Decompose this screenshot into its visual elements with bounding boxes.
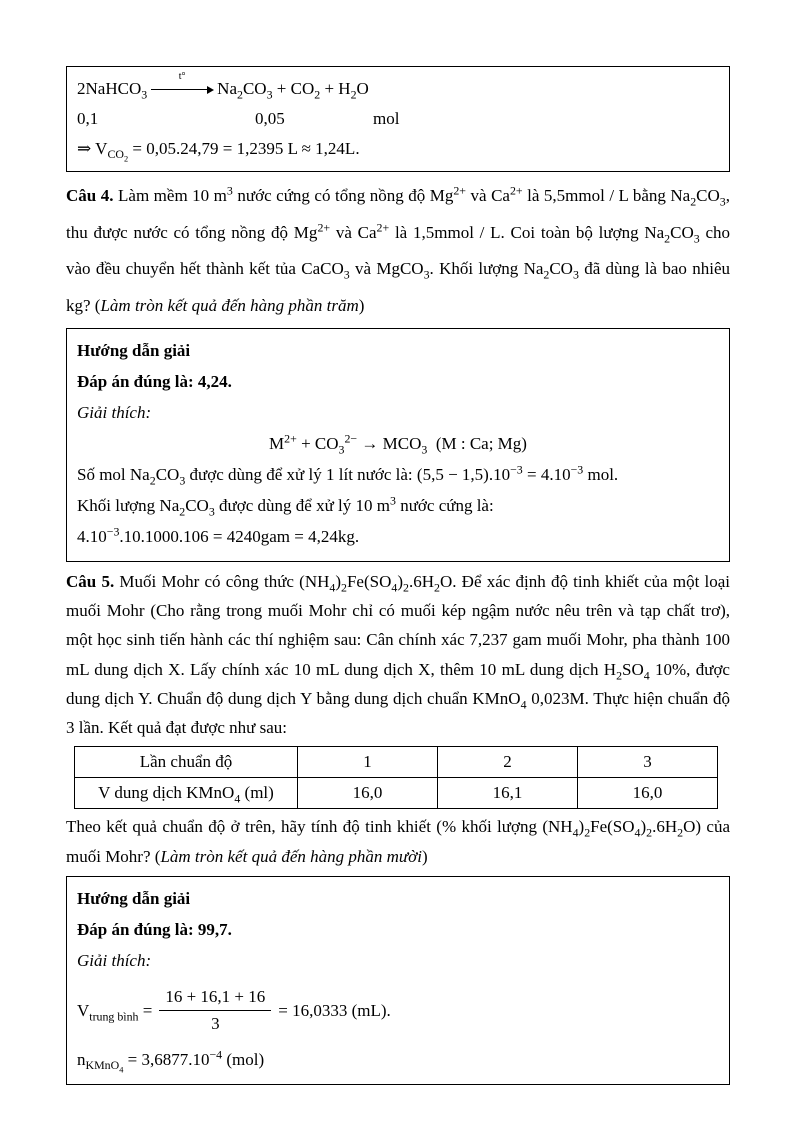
fraction-prefix: $V_{trung bình}$ = <box>77 1000 153 1024</box>
question-5-text: Câu 5. Muối Mohr có công thức $(NH_4)_2Fe(SO_4)_2.6H_2O$. Để xác định độ tinh khiết của một loại muối Mohr (Cho rằng trong muối Mohr chỉ có muối kép ngậm nước nêu trên và tạp chất trơ), một học sinh tiến hành các thí nghiệm sau: Cân chính xác 7,237 gam muối Mohr, pha thành 100 mL dung dịch X. Lấy chính xác 10 mL dung dịch X, thêm 10 mL dung dịch $H_2SO_4$ 10%, được dung dịch Y. Chuẩn độ dung dịch Y bằng dung dịch chuẩn KMnO$_4$ 0,023M. Thực hiện chuẩn độ 3 lần. Kết quả đạt được như sau: <box>66 572 731 738</box>
reaction-equation <box>77 71 719 104</box>
solution-box-previous <box>66 66 730 172</box>
mole-amounts-line <box>77 104 719 134</box>
fraction-suffix: = 16,0333 (mL). <box>278 1000 391 1020</box>
calc-line-2: Khối lượng $Na_2CO_3$ được dùng để xử lý 10 $m^3$ nước cứng là: <box>77 493 494 519</box>
table-header-cell: 3 <box>578 747 718 778</box>
solution-box-cau5 <box>66 876 730 1085</box>
fraction-numerator: 16 + 16,1 + 16 <box>159 986 271 1011</box>
solution-box-cau4 <box>66 328 730 562</box>
fraction <box>159 986 271 1035</box>
solution-title: Hướng dẫn giải <box>77 341 191 361</box>
table-header-cell: 1 <box>298 747 438 778</box>
equation-rhs: $Na_2CO_3 + CO_2 + H_2O$ <box>217 79 369 102</box>
table-header-row <box>75 747 718 778</box>
table-cell: 16,1 <box>438 778 578 809</box>
mole-kmno4-line: $n_{KMnO_4} = 3,6877.10^{-4}$ (mol) <box>77 1047 265 1075</box>
page-content <box>66 66 730 1085</box>
explain-label: Giải thích: <box>77 950 152 970</box>
table-header-cell: 2 <box>438 747 578 778</box>
amount-reactant: 0,1 <box>77 108 99 128</box>
table-header-cell: Lần chuẩn độ <box>75 747 298 778</box>
question-4-text: Câu 4. Làm mềm 10 $m^3$ nước cứng có tổng nồng độ $Mg^{2+}$ và $Ca^{2+}$ là 5,5mmol / L bằng $Na_2CO_3$, thu được nước có tổng nồng độ $Mg^{2+}$ và $Ca^{2+}$ là 1,5mmol / L. Coi toàn bộ lượng $Na_2CO_3$ cho vào đều chuyển hết thành kết tủa CaCO$_3$ và MgCO$_3$. Khối lượng $Na_2CO_3$ đã dùng là bao nhiêu kg? (Làm tròn kết quả đến hàng phần trăm) <box>66 183 731 315</box>
table-cell: 16,0 <box>578 778 718 809</box>
question-5-followup: Theo kết quả chuẩn độ ở trên, hãy tính độ tinh khiết (% khối lượng $(NH_4)_2Fe(SO_4)_2.6H_2O$) của muối Mohr? (Làm tròn kết quả đến hàng phần mười) <box>66 817 731 866</box>
solution-title: Hướng dẫn giải <box>77 888 191 908</box>
table-data-row <box>75 778 718 809</box>
fraction-denominator: 3 <box>211 1014 220 1034</box>
calc-line-3: $4.10^{-3}.10.1000.106 = 4240gam = 4,24kg$. <box>77 524 360 547</box>
ionic-equation: $M^{2+} + CO_3^{2-} \to MCO_3$ (M : Ca; Mg) <box>269 431 527 457</box>
amount-unit: mol <box>373 108 400 128</box>
table-cell: 16,0 <box>298 778 438 809</box>
reaction-arrow-icon <box>151 71 213 96</box>
titration-table <box>74 746 718 809</box>
table-cell: V dung dịch KMnO$_4$ (ml) <box>75 778 298 809</box>
average-volume-line <box>77 983 719 1039</box>
arrow-head <box>207 86 214 94</box>
solution-answer: Đáp án đúng là: 4,24. <box>77 372 232 392</box>
arrow-shaft <box>151 89 209 90</box>
calc-line-1: Số mol $Na_2CO_3$ được dùng để xử lý 1 lít nước là: $(5,5 - 1,5).10^{-3} = 4.10^{-3}$ mol. <box>77 462 619 488</box>
explain-label: Giải thích: <box>77 403 152 423</box>
solution-answer: Đáp án đúng là: 99,7. <box>77 919 232 939</box>
arrow-condition-label: t° <box>178 71 186 82</box>
equation-lhs: 2NaHCO$_3$ <box>77 79 148 102</box>
volume-result-line: ⇒ $V_{CO_2} = 0,05.24,79 = 1,2395$ L ≈ 1,24L. <box>77 138 360 164</box>
amount-product: 0,05 <box>255 108 285 128</box>
